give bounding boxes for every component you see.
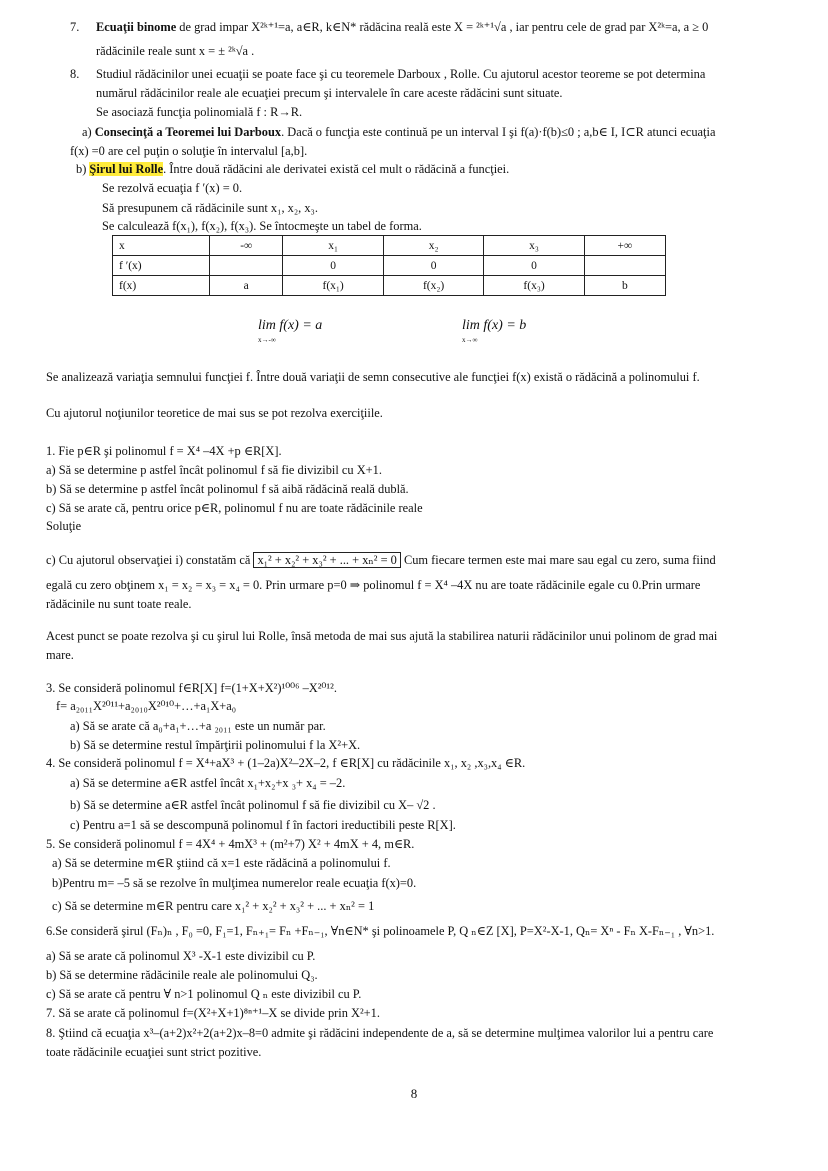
darboux-cont: f(x) =0 are cel puţin o soluţie în intervalul [a,b]. — [70, 144, 308, 158]
rolle-label: b) — [76, 162, 90, 176]
ex6-c: c) Să se arate că pentru ∀ n>1 polinomul Q ₙ este divizibil cu P. — [46, 987, 362, 1001]
darboux-bold: Consecinţă a Teoremei lui Darboux — [94, 125, 282, 139]
rolle-line — [76, 162, 509, 177]
solution-line3: rădăcinile nu sunt toate reale. — [46, 597, 192, 611]
table-cell: f(x) — [113, 276, 210, 296]
ex1-statement: 1. Fie p∈R şi polinomul f = X⁴ –4X +p ∈R[X]. — [46, 444, 282, 458]
ex4-statement: 4. Se consideră polinomul f = X⁴+aX³ + (1–2a)X²–2X–2, f ∈R[X] cu rădăcinile x₁, x₂ ,x₃,x₄ ∈R. — [46, 756, 526, 770]
table-cell: 0 — [484, 256, 584, 276]
ex5-c: c) Să se determine m∈R pentru care x₁² + x₂² + x₃² + ... + xₙ² = 1 — [52, 899, 375, 913]
table-cell: x₁ — [283, 236, 383, 256]
table-cell: x₂ — [383, 236, 483, 256]
table-cell: +∞ — [584, 236, 665, 256]
ex6-statement: 6.Se consideră şirul (Fₙ)ₙ , F₀ =0, F₁=1, Fₙ₊₁= Fₙ +Fₙ₋₁, ∀n∈N* şi polinoamele P, Q ₙ∈Z [X], P=X²-X-1, Qₙ= Xⁿ - Fₙ X-Fₙ₋₁ , ∀n>1. — [46, 924, 715, 938]
ex3-b: b) Să se determine restul împărţirii polinomului f la X²+X. — [70, 738, 361, 752]
table-cell: a — [210, 276, 283, 296]
rolle-text: . Între două rădăcini ale derivatei există cel mult o rădăcină a funcţiei. — [163, 162, 510, 176]
table-cell — [584, 256, 665, 276]
table-cell — [210, 256, 283, 276]
darboux-label: a) — [82, 125, 95, 139]
limit-left: lim f(x) = a — [258, 318, 323, 333]
item-7-bold: Ecuaţii binome — [96, 20, 177, 34]
solution-pre: c) Cu ajutorul observaţiei i) constatăm că — [46, 553, 254, 567]
item-8-line3: Se asociază funcţia polinomială f : R→R. — [96, 105, 303, 119]
table-cell: -∞ — [210, 236, 283, 256]
ex4-a: a) Să se determine a∈R astfel încât x₁+x₂+x ₃+ x₄ = –2. — [70, 776, 346, 790]
ex3-a: a) Să se arate că a₀+a₁+…+a ₂₀₁₁ este un număr par. — [70, 719, 326, 733]
ex3-statement: 3. Se consideră polinomul f∈R[X] f=(1+X+X²)¹⁰⁰⁶ –X²⁰¹². — [46, 681, 337, 695]
ex1-a: a) Să se determine p astfel încât polinomul f să fie divizibil cu X+1. — [46, 463, 382, 477]
ex6-b: b) Să se determine rădăcinile reale ale polinomului Q₃. — [46, 968, 318, 982]
table-cell: x — [113, 236, 210, 256]
table-cell: 0 — [283, 256, 383, 276]
table-cell: b — [584, 276, 665, 296]
page-number: 8 — [410, 1086, 418, 1101]
table-row — [113, 236, 666, 256]
ex8-line2: toate rădăcinile ecuaţiei sunt strict pozitive. — [46, 1045, 262, 1059]
ex5-a: a) Să se determine m∈R ştiind că x=1 este rădăcină a polinomului f. — [52, 856, 391, 870]
ex3-expansion: f= a₂₀₁₁X²⁰¹¹+a₂₀₁₀X²⁰¹⁰+…+a₁X+a₀ — [56, 699, 237, 713]
ex4-c: c) Pentru a=1 să se descompună polinomul f în factori ireductibili peste R[X]. — [70, 818, 456, 832]
table-cell: f(x₁) — [283, 276, 383, 296]
table-cell: 0 — [383, 256, 483, 276]
item-7-line — [96, 20, 708, 35]
variation-table — [112, 235, 666, 296]
ex1-solution-heading: Soluţie — [46, 519, 82, 533]
limit-right-sub: x→∞ — [462, 336, 478, 344]
limit-right: lim f(x) = b — [462, 318, 527, 333]
solution-post: Cum fiecare termen este mai mare sau egal cu zero, suma fiind — [400, 553, 716, 567]
table-row — [113, 276, 666, 296]
limit-left-sub: x→-∞ — [258, 336, 276, 344]
darboux-text: . Dacă o funcţia este continuă pe un interval I şi f(a)·f(b)≤0 ; a,b∈ I, I⊂R atunci ecuaţia — [281, 125, 716, 139]
rolle-step3: Se calculează f(x₁), f(x₂), f(x₃). Se întocmeşte un tabel de forma. — [102, 219, 422, 233]
item-7-text: de grad impar X²ᵏ⁺¹=a, a∈R, k∈N* rădăcina reală este X = ²ᵏ⁺¹√a , iar pentru cele de grad par X²ᵏ=a, a ≥ 0 — [176, 20, 709, 34]
rolle-highlight — [89, 162, 163, 176]
item-7-cont: rădăcinile reale sunt x = ± ²ᵏ√a . — [96, 44, 255, 58]
ex5-b: b)Pentru m= –5 să se rezolve în mulţimea numerelor reale ecuaţia f(x)=0. — [52, 876, 417, 890]
sum-of-squares-box: x₁² + x₂² + x₃² + ... + xₙ² = 0 — [253, 552, 400, 568]
rolle-note-line1: Acest punct se poate rezolva şi cu şirul lui Rolle, însă metoda de mai sus ajută la stabilirea naturii rădăcinilor unui polinom de grad mai — [46, 629, 718, 643]
table-cell: f(x₂) — [383, 276, 483, 296]
item-8-line2: numărul rădăcinilor reale ale ecuaţiei precum şi intervalele în care aceste rădăcini sunt situate. — [96, 86, 563, 100]
rolle-note-line2: mare. — [46, 648, 74, 662]
solution-line2: egală cu zero obţinem x₁ = x₂ = x₃ = x₄ = 0. Prin urmare p=0 ⇒ polinomul f = X⁴ –4X nu are toate rădăcinile egale cu 0.Prin urmare — [46, 578, 701, 592]
item-8-number: 8. — [70, 67, 80, 81]
table-row — [113, 256, 666, 276]
ex6-a: a) Să se arate că polinomul X³ -X-1 este divizibil cu P. — [46, 949, 316, 963]
table-cell: x₃ — [484, 236, 584, 256]
ex1-c: c) Să se arate că, pentru orice p∈R, polinomul f nu are toate rădăcinile reale — [46, 501, 423, 515]
rolle-step2: Să presupunem că rădăcinile sunt x₁, x₂, x₃. — [102, 201, 318, 215]
table-cell: f ′(x) — [113, 256, 210, 276]
paragraph-exercises-intro: Cu ajutorul noţiunilor teoretice de mai sus se pot rezolva exerciţiile. — [46, 406, 383, 420]
rolle-step1: Se rezolvă ecuaţia f ′(x) = 0. — [102, 181, 243, 195]
ex8-line1: 8. Ştiind că ecuaţia x³–(a+2)x²+2(a+2)x–8=0 admite şi rădăcini independente de a, să se determine mulţimea valorilor lui a pentru care — [46, 1026, 714, 1040]
item-8-line1: Studiul rădăcinilor unei ecuaţii se poate face şi cu teoremele Darboux , Rolle. Cu ajutorul acestor teoreme se pot determina — [96, 67, 706, 81]
table-cell: f(x₃) — [484, 276, 584, 296]
ex7-statement: 7. Să se arate că polinomul f=(X²+X+1)⁸ⁿ⁺¹–X se divide prin X²+1. — [46, 1006, 380, 1020]
ex5-statement: 5. Se consideră polinomul f = 4X⁴ + 4mX³ + (m²+7) X² + 4mX + 4, m∈R. — [46, 837, 415, 851]
ex1-b: b) Să se determine p astfel încât polinomul f să aibă rădăcină reală dublă. — [46, 482, 409, 496]
solution-line1 — [46, 553, 716, 568]
rolle-bold: Şirul lui Rolle — [89, 162, 164, 176]
paragraph-sign-variation: Se analizează variaţia semnului funcţiei f. Între două variaţii de semn consecutive ale funcţiei f(x) există o rădăcină a polinomului f. — [46, 370, 700, 384]
ex4-b: b) Să se determine a∈R astfel încât polinomul f să fie divizibil cu X– √2 . — [70, 798, 436, 812]
darboux-line — [82, 125, 715, 140]
item-7-number: 7. — [70, 20, 80, 34]
